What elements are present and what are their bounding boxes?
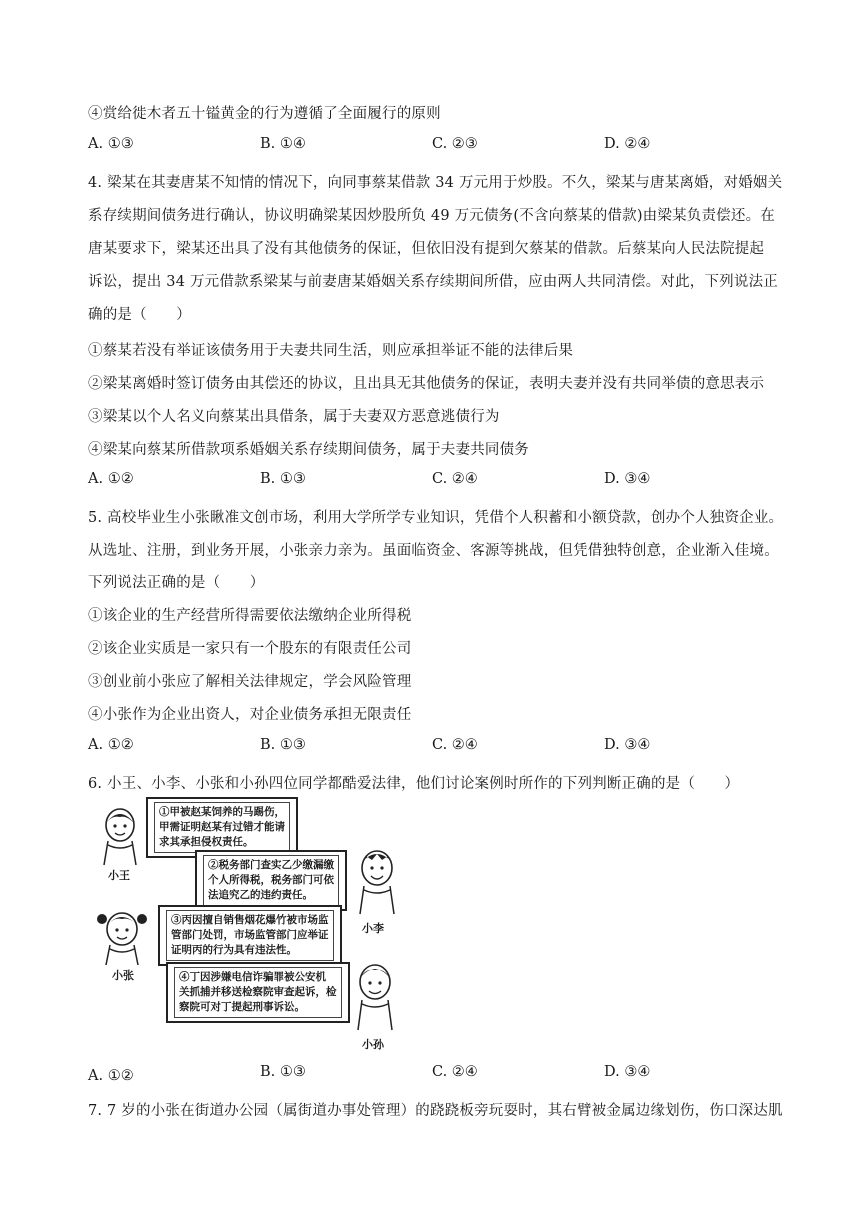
q3-option-c: C. ②③ (432, 136, 478, 152)
q6-option-d: D. ③④ (604, 1064, 651, 1080)
student-xiaowang-figure (96, 805, 144, 867)
q4-option-a: A. ①② (88, 471, 134, 487)
bubble-text: 察院可对丁提起刑事诉讼。 (179, 1001, 305, 1013)
q4-stem-line: 唐某要求下，梁某还出具了没有其他债务的保证，但依旧没有提到欠蔡某的借款。后蔡某向人民法院提起 (88, 241, 765, 257)
q5-item-2: ②该企业实质是一家只有一个股东的有限责任公司 (88, 641, 412, 657)
q5-stem-line: 从选址、注册，到业务开展，小张亲力亲为。虽面临资金、客源等挑战，但凭借独特创意，企业渐入佳境。 (88, 543, 779, 559)
speech-bubble-2 (195, 850, 347, 911)
name-label: 小王 (108, 869, 130, 882)
name-label: 小张 (112, 969, 134, 982)
q4-item-3: ③梁某以个人名义向蔡某出具借条，属于夫妻双方恶意逃债行为 (88, 409, 500, 425)
q5-stem-line: 5. 高校毕业生小张瞅准文创市场，利用大学所学专业知识，凭借个人积蓄和小额贷款，创办个人独资企业。 (88, 510, 784, 526)
bubble-text: 法追究乙的违约责任。 (208, 889, 313, 901)
bubble-text: 求其承担侵权责任。 (159, 836, 254, 848)
q5-option-c: C. ②④ (432, 737, 478, 753)
name-label: 小李 (362, 922, 384, 935)
bubble-text: 关抓捕并移送检察院审查起诉，检 (179, 986, 337, 998)
q6-stem: 6. 小王、小李、小张和小孙四位同学都酷爱法律，他们讨论案例时所作的下列判断正确的是（ ） (88, 776, 740, 792)
q5-item-3: ③创业前小张应了解相关法律规定，学会风险管理 (88, 674, 412, 690)
q4-stem-line: 诉讼，提出 34 万元借款系梁某与前妻唐某婚姻关系存续期间所借，应由两人共同清偿。对此，下列说法正 (88, 274, 778, 290)
student-xiaoli-figure (352, 846, 402, 916)
name-label: 小孙 (362, 1038, 384, 1051)
q6-option-c: C. ②④ (432, 1064, 478, 1080)
q3-option-d: D. ②④ (604, 136, 651, 152)
speech-bubble-1 (146, 797, 298, 858)
q4-item-4: ④梁某向蔡某所借款项系婚姻关系存续期间债务，属于夫妻共同债务 (88, 442, 529, 458)
bubble-text: 个人所得税，税务部门可依 (208, 874, 334, 886)
speech-bubble-4 (166, 962, 350, 1023)
q5-item-1: ①该企业的生产经营所得需要依法缴纳企业所得税 (88, 608, 412, 624)
speech-bubble-3 (158, 905, 342, 966)
bubble-text: ①甲被赵某饲养的马踢伤， (159, 806, 285, 818)
q4-item-2: ②梁某离婚时签订债务由其偿还的协议，且出具无其他债务的保证，表明夫妻并没有共同举债的意思表示 (88, 376, 765, 392)
bubble-text: ②税务部门查实乙少缴漏缴 (208, 859, 334, 871)
q4-option-b: B. ①③ (260, 471, 306, 487)
q4-option-d: D. ③④ (604, 471, 651, 487)
bubble-text: ③丙因擅自销售烟花爆竹被市场监 (171, 914, 329, 926)
student-xiaozhang-figure (94, 905, 150, 967)
q3-option-a: A. ①③ (88, 136, 134, 152)
bubble-text: 甲需证明赵某有过错才能请 (159, 821, 285, 833)
q4-option-c: C. ②④ (432, 471, 478, 487)
q4-stem-line: 4. 梁某在其妻唐某不知情的情况下，向同事蔡某借款 34 万元用于炒股。不久，梁某与唐某离婚，对婚姻关 (88, 175, 783, 191)
q3-option-b: B. ①④ (260, 136, 306, 152)
student-xiaosun-figure (350, 960, 400, 1032)
q7-stem-line: 7. 7 岁的小张在街道办公园（属街道办事处管理）的跷跷板旁玩耍时，其右臂被金属边缘划伤，伤口深达肌 (88, 1103, 783, 1119)
q4-stem-line: 确的是（ ） (88, 307, 191, 323)
bubble-text: 管部门处罚，市场监管部门应举证 (171, 929, 329, 941)
q5-item-4: ④小张作为企业出资人，对企业债务承担无限责任 (88, 707, 412, 723)
q5-stem-line: 下列说法正确的是（ ） (88, 575, 265, 591)
q6-option-b: B. ①③ (260, 1064, 306, 1080)
q4-item-1: ①蔡某若没有举证该债务用于夫妻共同生活，则应承担举证不能的法律后果 (88, 343, 574, 359)
q5-option-b: B. ①③ (260, 737, 306, 753)
q5-option-d: D. ③④ (604, 737, 651, 753)
q3-item-4: ④赏给徙木者五十镒黄金的行为遵循了全面履行的原则 (88, 106, 441, 122)
q4-stem-line: 系存续期间债务进行确认，协议明确梁某因炒股所负 49 万元债务(不含向蔡某的借款)由梁某负责偿还。在 (88, 208, 775, 224)
bubble-text: ④丁因涉嫌电信诈骗罪被公安机 (179, 971, 326, 983)
q5-option-a: A. ①② (88, 737, 134, 753)
bubble-text: 证明丙的行为具有违法性。 (171, 944, 297, 956)
q6-option-a: A. ①② (88, 1068, 134, 1084)
